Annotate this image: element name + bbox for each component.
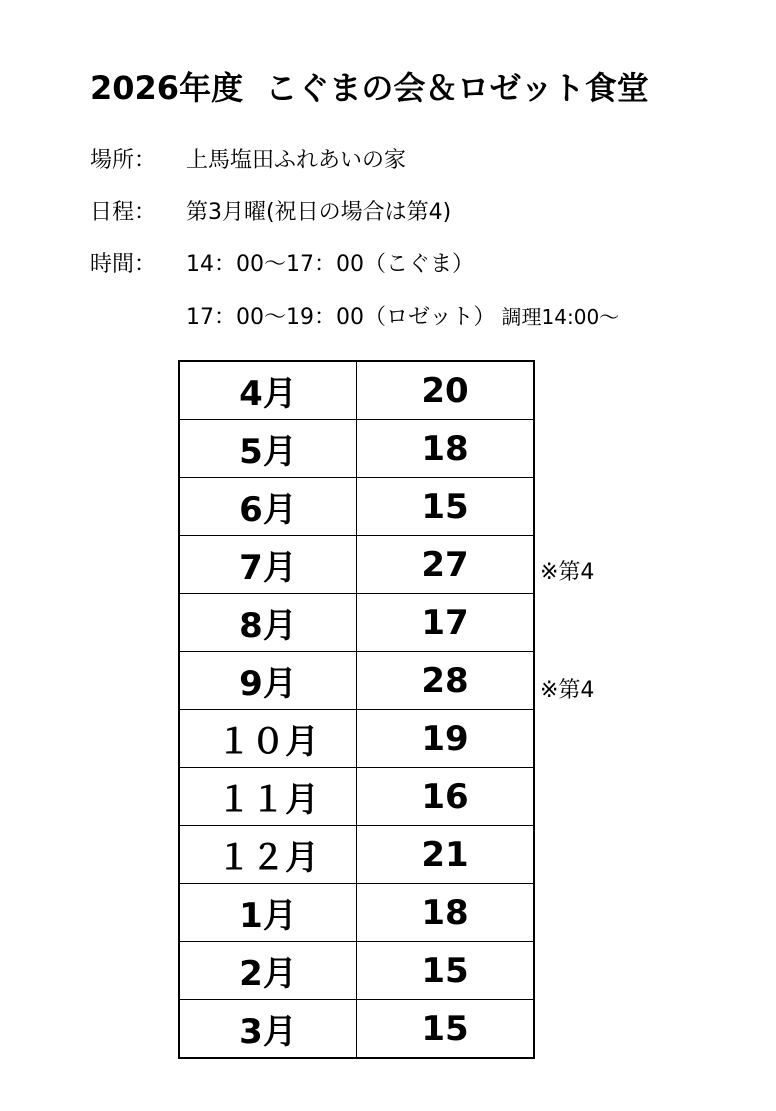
- month-cell: 9月: [179, 652, 357, 710]
- table-row: [179, 478, 534, 536]
- table-row: [179, 884, 534, 942]
- table-row: [179, 942, 534, 1000]
- table-row: [179, 710, 534, 768]
- time-value-rosette-group: [186, 302, 619, 333]
- note-july: ※第4: [540, 560, 595, 585]
- day-cell: 27: [357, 536, 535, 594]
- schedule-table: [178, 360, 535, 1059]
- day-cell: 15: [357, 1000, 535, 1059]
- schedule-label: 日程：: [90, 200, 157, 225]
- month-cell: 8月: [179, 594, 357, 652]
- schedule-table-body: [179, 361, 534, 1058]
- day-cell: 21: [357, 826, 535, 884]
- time-value-rosette: 17：00～19：00（ロゼット）: [186, 305, 496, 330]
- table-row: [179, 361, 534, 420]
- day-cell: 20: [357, 361, 535, 420]
- month-cell: 1月: [179, 884, 357, 942]
- month-cell: 2月: [179, 942, 357, 1000]
- table-row: [179, 1000, 534, 1059]
- month-cell: １１月: [179, 768, 357, 826]
- day-cell: 15: [357, 478, 535, 536]
- day-cell: 17: [357, 594, 535, 652]
- month-cell: 5月: [179, 420, 357, 478]
- table-row: [179, 826, 534, 884]
- day-cell: 28: [357, 652, 535, 710]
- month-cell: 7月: [179, 536, 357, 594]
- table-row: [179, 420, 534, 478]
- day-cell: 18: [357, 420, 535, 478]
- day-cell: 15: [357, 942, 535, 1000]
- day-cell: 16: [357, 768, 535, 826]
- note-september: ※第4: [540, 678, 595, 703]
- month-cell: 4月: [179, 361, 357, 420]
- page-title: 2026年度 こぐまの会＆ロゼット食堂: [90, 69, 649, 107]
- time-value-kogama: 14：00～17：00（こぐま）: [186, 252, 474, 277]
- place-label: 場所：: [90, 148, 157, 173]
- cooking-time-note: 調理14:00～: [501, 305, 620, 329]
- table-row: [179, 536, 534, 594]
- month-cell: 6月: [179, 478, 357, 536]
- table-row: [179, 652, 534, 710]
- schedule-value: 第3月曜(祝日の場合は第4): [186, 200, 452, 225]
- month-cell: １０月: [179, 710, 357, 768]
- table-row: [179, 768, 534, 826]
- table-row: [179, 594, 534, 652]
- month-cell: １２月: [179, 826, 357, 884]
- time-label: 時間：: [90, 252, 157, 277]
- day-cell: 19: [357, 710, 535, 768]
- day-cell: 18: [357, 884, 535, 942]
- month-cell: 3月: [179, 1000, 357, 1059]
- place-value: 上馬塩田ふれあいの家: [186, 148, 407, 173]
